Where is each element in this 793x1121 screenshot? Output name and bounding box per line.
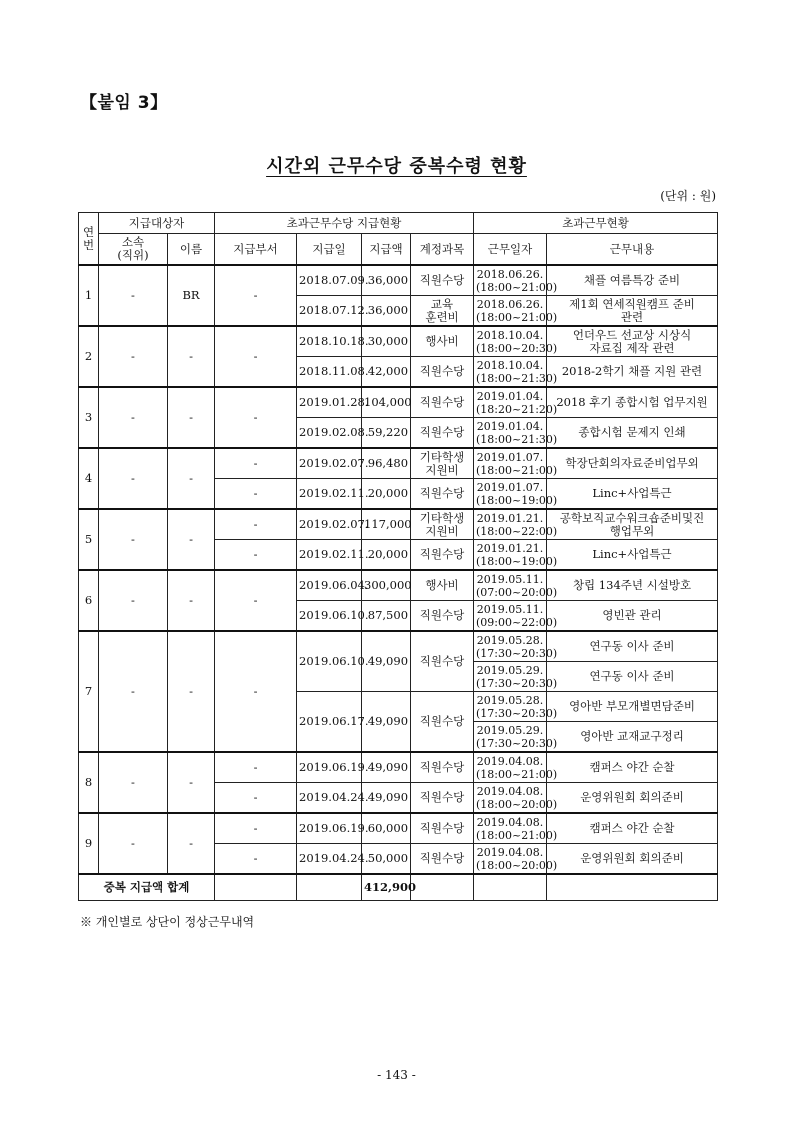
work-date-cell: 2018.10.04. (18:00~20:30) xyxy=(474,326,547,357)
pay-date-cell: 2019.06.19. xyxy=(297,752,362,783)
table-body xyxy=(79,265,718,901)
row-number: 4 xyxy=(79,448,99,509)
work-date-cell: 2019.01.04. (18:20~21:20) xyxy=(474,387,547,418)
pay-dept-cell: - xyxy=(215,479,297,510)
header-account: 계정과목 xyxy=(411,234,474,266)
name-cell: - xyxy=(168,813,215,874)
amount-cell: 300,000 xyxy=(362,570,411,601)
dept-cell: - xyxy=(99,448,168,509)
row-number: 7 xyxy=(79,631,99,752)
amount-cell: 36,000 xyxy=(362,265,411,296)
pay-date-cell: 2019.06.17. xyxy=(297,692,362,753)
row-number: 5 xyxy=(79,509,99,570)
account-cell: 행사비 xyxy=(411,326,474,357)
work-content-cell: 2018 후기 종합시험 업무지원 xyxy=(547,387,718,418)
page-number: - 143 - xyxy=(377,1068,416,1082)
amount-cell: 30,000 xyxy=(362,326,411,357)
work-date-cell: 2019.04.08. (18:00~20:00) xyxy=(474,844,547,875)
amount-cell: 104,000 xyxy=(362,387,411,418)
work-content-cell: 학장단회의자료준비업무외 xyxy=(547,448,718,479)
amount-cell: 20,000 xyxy=(362,540,411,571)
pay-dept-cell: - xyxy=(215,631,297,752)
work-content-cell: 연구동 이사 준비 xyxy=(547,631,718,662)
account-cell: 직원수당 xyxy=(411,601,474,632)
work-content-cell: 종합시험 문제지 인쇄 xyxy=(547,418,718,449)
pay-dept-cell: - xyxy=(215,752,297,783)
header-work-content: 근무내용 xyxy=(547,234,718,266)
pay-dept-cell: - xyxy=(215,387,297,448)
account-cell: 직원수당 xyxy=(411,479,474,510)
header-pay-dept: 지급부서 xyxy=(215,234,297,266)
pay-dept-cell: - xyxy=(215,813,297,844)
row-number: 1 xyxy=(79,265,99,326)
work-content-cell: Linc+사업특근 xyxy=(547,479,718,510)
account-cell: 직원수당 xyxy=(411,387,474,418)
work-date-cell: 2019.01.21. (18:00~22:00) xyxy=(474,509,547,540)
pay-date-cell: 2019.04.24. xyxy=(297,844,362,875)
work-content-cell: 영아반 교재교구정리 xyxy=(547,722,718,753)
account-cell: 직원수당 xyxy=(411,844,474,875)
account-cell: 기타학생 지원비 xyxy=(411,509,474,540)
duplicate-payment-table xyxy=(78,212,718,901)
amount-cell: 42,000 xyxy=(362,357,411,388)
total-empty-pay-dept xyxy=(215,874,297,901)
work-content-cell: Linc+사업특근 xyxy=(547,540,718,571)
footnote: ※ 개인별로 상단이 정상근무내역 xyxy=(80,915,255,929)
name-cell: - xyxy=(168,570,215,631)
work-date-cell: 2019.04.08. (18:00~21:00) xyxy=(474,813,547,844)
work-content-cell: 창립 134주년 시설방호 xyxy=(547,570,718,601)
pay-dept-cell: - xyxy=(215,844,297,875)
pay-dept-cell: - xyxy=(215,265,297,326)
row-number: 2 xyxy=(79,326,99,387)
work-date-cell: 2018.06.26. (18:00~21:00) xyxy=(474,265,547,296)
name-cell: - xyxy=(168,509,215,570)
work-date-cell: 2019.01.07. (18:00~21:00) xyxy=(474,448,547,479)
dept-cell: - xyxy=(99,813,168,874)
account-cell: 교육 훈련비 xyxy=(411,296,474,327)
name-cell: - xyxy=(168,752,215,813)
account-cell: 기타학생 지원비 xyxy=(411,448,474,479)
account-cell: 직원수당 xyxy=(411,813,474,844)
pay-date-cell: 2019.06.10. xyxy=(297,601,362,632)
account-cell: 직원수당 xyxy=(411,752,474,783)
work-content-cell: 언더우드 선교상 시상식 자료집 제작 관련 xyxy=(547,326,718,357)
total-row xyxy=(79,874,718,901)
work-content-cell: 채플 여름특강 준비 xyxy=(547,265,718,296)
amount-cell: 59,220 xyxy=(362,418,411,449)
amount-cell: 49,090 xyxy=(362,692,411,753)
pay-dept-cell: - xyxy=(215,540,297,571)
header-payment: 초과근무수당 지급현황 xyxy=(215,213,474,234)
account-cell: 직원수당 xyxy=(411,357,474,388)
work-content-cell: 운영위원회 회의준비 xyxy=(547,844,718,875)
header-overtime: 초과근무현황 xyxy=(474,213,718,234)
table-row xyxy=(79,509,718,540)
pay-dept-cell: - xyxy=(215,509,297,540)
header-amount: 지급액 xyxy=(362,234,411,266)
account-cell: 직원수당 xyxy=(411,418,474,449)
amount-cell: 87,500 xyxy=(362,601,411,632)
dept-cell: - xyxy=(99,631,168,752)
dept-cell: - xyxy=(99,570,168,631)
table-row xyxy=(79,265,718,296)
attachment-label: 【붙임 3】 xyxy=(80,93,168,113)
header-work-date: 근무일자 xyxy=(474,234,547,266)
work-date-cell: 2019.04.08. (18:00~20:00) xyxy=(474,783,547,814)
work-date-cell: 2019.01.21. (18:00~19:00) xyxy=(474,540,547,571)
work-date-cell: 2019.05.29. (17:30~20:30) xyxy=(474,722,547,753)
table-row xyxy=(79,752,718,783)
pay-date-cell: 2018.11.08. xyxy=(297,357,362,388)
amount-cell: 50,000 xyxy=(362,844,411,875)
work-date-cell: 2019.01.04. (18:00~21:30) xyxy=(474,418,547,449)
dept-cell: - xyxy=(99,387,168,448)
pay-dept-cell: - xyxy=(215,783,297,814)
row-number: 3 xyxy=(79,387,99,448)
pay-date-cell: 2019.02.11. xyxy=(297,540,362,571)
work-content-cell: 연구동 이사 준비 xyxy=(547,662,718,692)
header-dept: 소속 (직위) xyxy=(99,234,168,266)
work-content-cell: 2018-2학기 채플 지원 관련 xyxy=(547,357,718,388)
pay-date-cell: 2018.07.09. xyxy=(297,265,362,296)
unit-label: (단위 : 원) xyxy=(660,189,716,203)
work-date-cell: 2019.05.29. (17:30~20:30) xyxy=(474,662,547,692)
account-cell: 직원수당 xyxy=(411,692,474,753)
work-date-cell: 2019.05.11. (09:00~22:00) xyxy=(474,601,547,632)
dept-cell: - xyxy=(99,509,168,570)
name-cell: - xyxy=(168,448,215,509)
name-cell: BR xyxy=(168,265,215,326)
pay-date-cell: 2019.02.11. xyxy=(297,479,362,510)
work-date-cell: 2018.10.04. (18:00~21:30) xyxy=(474,357,547,388)
account-cell: 직원수당 xyxy=(411,540,474,571)
name-cell: - xyxy=(168,631,215,752)
row-number: 6 xyxy=(79,570,99,631)
table-row xyxy=(79,387,718,418)
pay-dept-cell: - xyxy=(215,326,297,387)
work-date-cell: 2019.05.11. (07:00~20:00) xyxy=(474,570,547,601)
table-row xyxy=(79,631,718,662)
total-label: 중복 지급액 합계 xyxy=(79,874,215,901)
name-cell: - xyxy=(168,326,215,387)
amount-cell: 36,000 xyxy=(362,296,411,327)
amount-cell: 49,090 xyxy=(362,631,411,692)
pay-date-cell: 2019.01.28. xyxy=(297,387,362,418)
table-row xyxy=(79,813,718,844)
amount-cell: 20,000 xyxy=(362,479,411,510)
header-pay-date: 지급일 xyxy=(297,234,362,266)
work-date-cell: 2019.05.28. (17:30~20:30) xyxy=(474,631,547,662)
amount-cell: 96,480 xyxy=(362,448,411,479)
pay-date-cell: 2019.06.10. xyxy=(297,631,362,692)
pay-date-cell: 2019.04.24. xyxy=(297,783,362,814)
work-content-cell: 영빈관 관리 xyxy=(547,601,718,632)
pay-date-cell: 2018.10.18. xyxy=(297,326,362,357)
work-date-cell: 2019.04.08. (18:00~21:00) xyxy=(474,752,547,783)
amount-cell: 49,090 xyxy=(362,752,411,783)
work-content-cell: 캠퍼스 야간 순찰 xyxy=(547,813,718,844)
header-name: 이름 xyxy=(168,234,215,266)
total-empty-pay-date xyxy=(297,874,362,901)
dept-cell: - xyxy=(99,265,168,326)
total-empty-work-date xyxy=(474,874,547,901)
work-date-cell: 2019.01.07. (18:00~19:00) xyxy=(474,479,547,510)
account-cell: 직원수당 xyxy=(411,783,474,814)
pay-date-cell: 2019.06.04. xyxy=(297,570,362,601)
header-target: 지급대상자 xyxy=(99,213,215,234)
header-no: 연번 xyxy=(79,213,99,266)
pay-date-cell: 2019.06.19. xyxy=(297,813,362,844)
dept-cell: - xyxy=(99,752,168,813)
work-date-cell: 2019.05.28. (17:30~20:30) xyxy=(474,692,547,722)
table-row xyxy=(79,326,718,357)
total-empty-account xyxy=(411,874,474,901)
total-empty-work-content xyxy=(547,874,718,901)
work-content-cell: 운영위원회 회의준비 xyxy=(547,783,718,814)
pay-date-cell: 2019.02.07. xyxy=(297,448,362,479)
work-content-cell: 영아반 부모개별면담준비 xyxy=(547,692,718,722)
pay-date-cell: 2018.07.12. xyxy=(297,296,362,327)
amount-cell: 60,000 xyxy=(362,813,411,844)
pay-date-cell: 2019.02.08. xyxy=(297,418,362,449)
dept-cell: - xyxy=(99,326,168,387)
account-cell: 행사비 xyxy=(411,570,474,601)
total-amount: 412,900 xyxy=(362,874,411,901)
document-title: 시간외 근무수당 중복수령 현황 xyxy=(266,156,527,177)
work-content-cell: 공학보직교수워크숍준비및진 행업무외 xyxy=(547,509,718,540)
work-date-cell: 2018.06.26. (18:00~21:00) xyxy=(474,296,547,327)
row-number: 8 xyxy=(79,752,99,813)
amount-cell: 117,000 xyxy=(362,509,411,540)
table-row xyxy=(79,448,718,479)
amount-cell: 49,090 xyxy=(362,783,411,814)
name-cell: - xyxy=(168,387,215,448)
pay-date-cell: 2019.02.07. xyxy=(297,509,362,540)
work-content-cell: 제1회 연세직원캠프 준비 관련 xyxy=(547,296,718,327)
pay-dept-cell: - xyxy=(215,448,297,479)
account-cell: 직원수당 xyxy=(411,631,474,692)
work-content-cell: 캠퍼스 야간 순찰 xyxy=(547,752,718,783)
pay-dept-cell: - xyxy=(215,570,297,631)
account-cell: 직원수당 xyxy=(411,265,474,296)
row-number: 9 xyxy=(79,813,99,874)
table-row xyxy=(79,570,718,601)
